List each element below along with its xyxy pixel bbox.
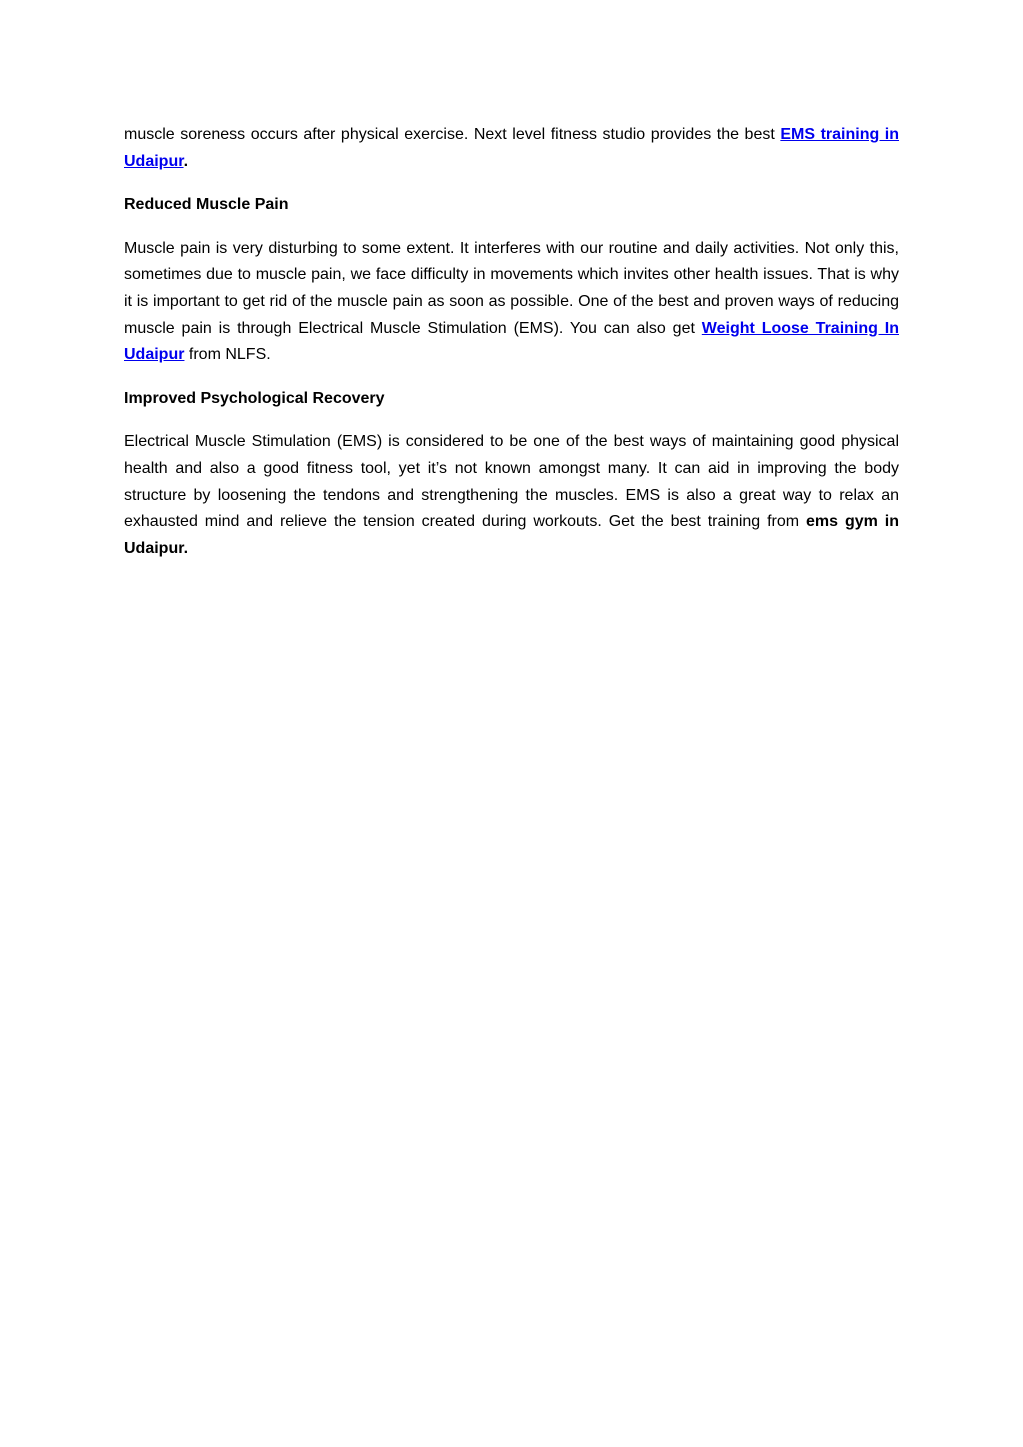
paragraph-muscle-pain-text: Muscle pain is very disturbing to some extent. It interferes with our routine and daily activities. Not only this, sometimes due to muscle pain, we face difficulty in movements which invites other health issues. That is why it is important to get rid of the muscle pain as soon as possible. One of the best and proven ways of reducing muscle pain is through Electrical Muscle Stimulation (EMS). You can also get <box>124 239 899 337</box>
heading-reduced-muscle-pain: Reduced Muscle Pain <box>124 196 289 214</box>
paragraph-ems-text: Electrical Muscle Stimulation (EMS) is considered to be one of the best ways of maintaining good physical health and also a good fitness tool, yet it’s not known amongst many. It can aid in improving the body structure by loosening the tendons and strengthening the muscles. EMS is also a great way to relax an exhausted mind and relieve the tension created during workouts. Get the best training from <box>124 433 899 531</box>
paragraph-muscle-pain <box>124 236 899 369</box>
weight-loose-training-link[interactable]: Weight Loose Training In Udaipur <box>124 319 899 364</box>
paragraph-intro-text: muscle soreness occurs after physical exercise. Next level fitness studio provides the best <box>124 126 781 143</box>
paragraph-muscle-pain-tail: from NLFS. <box>184 346 271 364</box>
document-body <box>124 122 899 579</box>
paragraph-ems <box>124 429 899 562</box>
ems-gym-bold-text: ems gym in Udaipur. <box>124 513 899 557</box>
paragraph-intro-period: . <box>183 152 189 170</box>
ems-training-link[interactable]: EMS training in Udaipur <box>124 126 900 170</box>
paragraph-intro <box>124 122 899 175</box>
heading-psychological-recovery: Improved Psychological Recovery <box>124 389 385 407</box>
